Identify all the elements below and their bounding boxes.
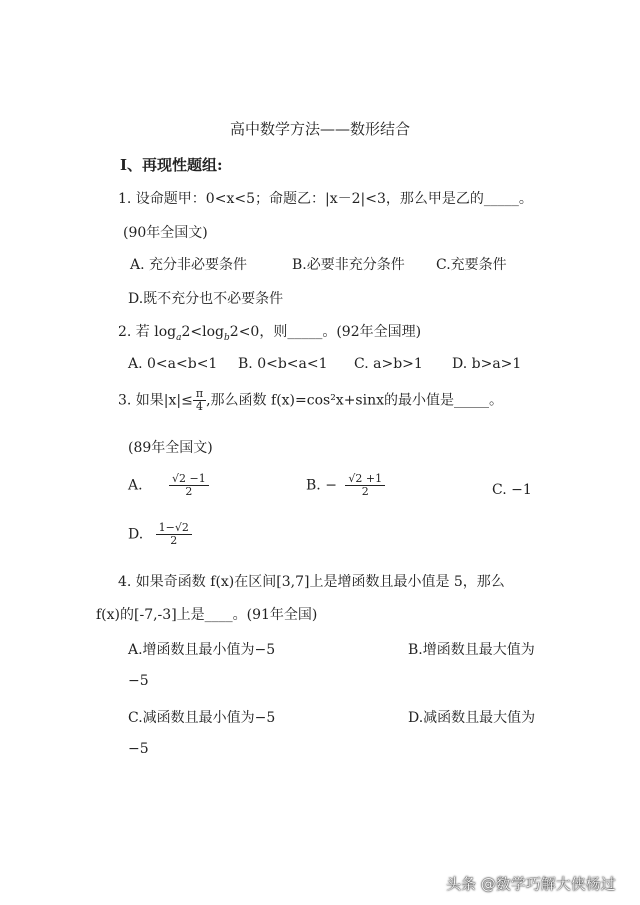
q4-option-d-cont: −5	[128, 741, 149, 757]
q1-option-b: B.必要非充分条件	[292, 257, 405, 273]
q2-suffix: 2<0，则_____。(92年全国理)	[229, 324, 422, 340]
section-heading: Ⅰ、再现性题组:	[120, 156, 223, 174]
q2-prefix: 2. 若 log	[118, 324, 177, 340]
q3-a-num: √2 −1	[169, 473, 209, 486]
q3-option-d	[128, 522, 192, 547]
q2-stem	[118, 321, 421, 341]
q1-source: (90年全国文)	[123, 225, 208, 241]
q2-option-a: A. 0<a<b<1	[128, 356, 218, 372]
q3-b-label: B. −	[306, 477, 337, 494]
q3-b-den: 2	[361, 485, 369, 499]
q3-source: (89年全国文)	[128, 440, 213, 456]
q4-stem-line1: 4. 如果奇函数 f(x)在区间[3,7]上是增函数且最小值是 5，那么	[118, 574, 505, 590]
q3-pi-fraction	[193, 388, 206, 413]
q3-a-fraction	[169, 473, 209, 498]
q3-a-label: A.	[128, 477, 143, 494]
q3-prefix: 3. 如果|x|≤	[118, 392, 193, 409]
q3-d-num: 1−√2	[156, 522, 192, 535]
watermark: 头条 @数学巧解大侠杨过	[446, 875, 616, 893]
q3-stem	[118, 388, 503, 413]
q3-b-fraction	[345, 473, 385, 498]
page-title: 高中数学方法——数形结合	[230, 120, 411, 138]
q2-option-c: C. a>b>1	[354, 356, 423, 372]
q1-option-d: D.既不充分也不必要条件	[128, 291, 284, 307]
q4-option-b: B.增函数且最大值为	[408, 642, 535, 658]
q1-option-a: A. 充分非必要条件	[130, 257, 248, 273]
q4-stem-line2: f(x)的[-7,-3]上是____。(91年全国)	[96, 607, 318, 623]
q4-option-d: D.减函数且最大值为	[408, 710, 536, 726]
q3-pi-num: π	[193, 388, 206, 401]
q1-stem: 1. 设命题甲：0<x<5；命题乙：|x－2|<3，那么甲是乙的_____。	[118, 191, 533, 207]
q3-d-label: D.	[128, 526, 144, 543]
q2-sub-a: a	[176, 333, 182, 343]
q3-option-b	[306, 473, 385, 498]
q2-option-d: D. b>a>1	[452, 356, 522, 372]
q4-option-b-cont: −5	[128, 673, 149, 689]
q1-option-c: C.充要条件	[436, 257, 507, 273]
q4-option-a: A.增函数且最小值为−5	[128, 642, 276, 658]
q4-option-c: C.减函数且最小值为−5	[128, 710, 276, 726]
q3-option-c: C. −1	[492, 482, 532, 498]
q2-mid: 2<log	[181, 324, 225, 340]
q3-d-fraction	[156, 522, 192, 547]
q3-a-den: 2	[185, 485, 193, 499]
q3-pi-den: 4	[195, 400, 203, 414]
q2-option-b: B. 0<b<a<1	[238, 356, 328, 372]
q2-sub-b: b	[224, 333, 230, 343]
q3-b-num: √2 +1	[345, 473, 385, 486]
q3-suffix: ,那么函数 f(x)=cos²x+sinx的最小值是_____。	[206, 392, 504, 409]
q3-d-den: 2	[170, 534, 178, 548]
q3-option-a	[128, 473, 209, 498]
